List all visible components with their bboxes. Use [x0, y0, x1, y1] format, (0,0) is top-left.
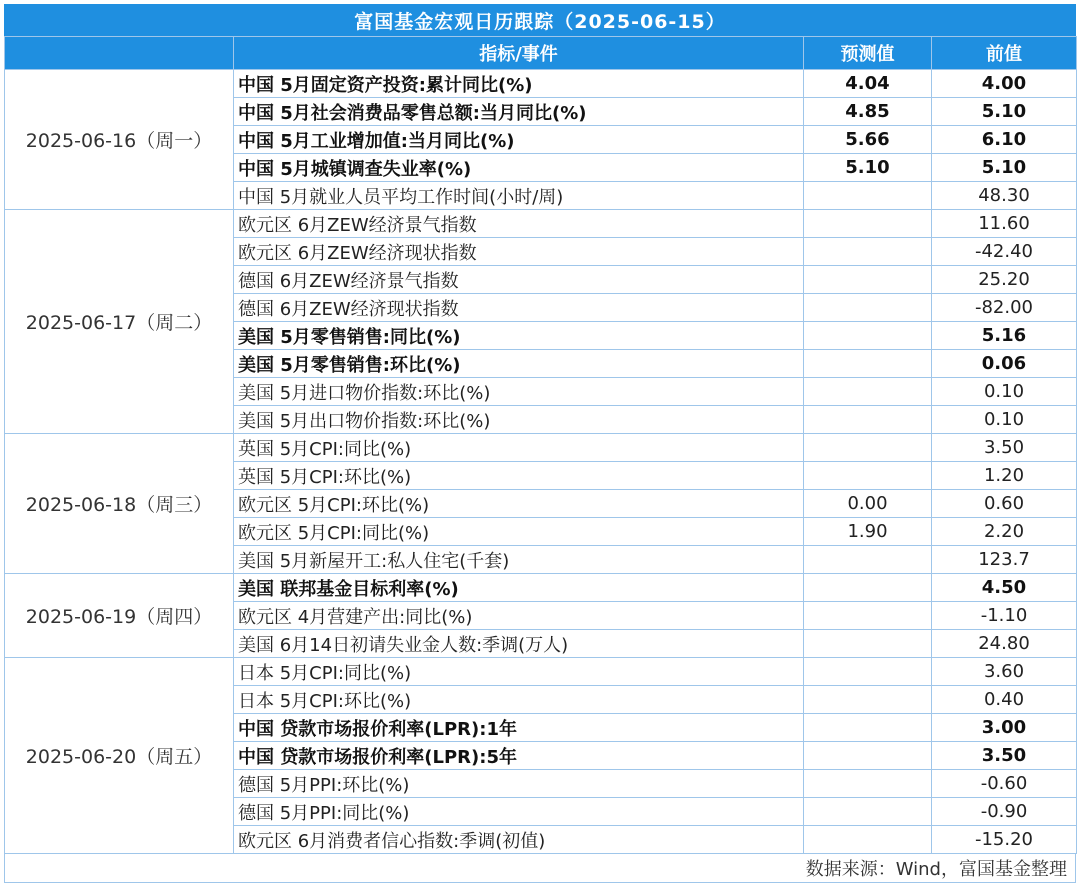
forecast-cell: [804, 630, 932, 658]
forecast-cell: [804, 350, 932, 378]
previous-cell: 0.40: [932, 686, 1077, 714]
forecast-cell: 0.00: [804, 490, 932, 518]
table-header: [5, 37, 1077, 70]
forecast-cell: 5.10: [804, 154, 932, 182]
date-cell: 2025-06-18（周三）: [5, 434, 234, 574]
previous-cell: 0.10: [932, 406, 1077, 434]
event-cell: 英国 5月CPI:同比(%): [234, 434, 804, 462]
event-cell: 欧元区 4月营建产出:同比(%): [234, 602, 804, 630]
previous-cell: 3.60: [932, 658, 1077, 686]
forecast-column-header: 预测值: [804, 37, 932, 70]
event-cell: 德国 5月PPI:同比(%): [234, 798, 804, 826]
previous-cell: 3.50: [932, 434, 1077, 462]
forecast-cell: 5.66: [804, 126, 932, 154]
forecast-cell: [804, 546, 932, 574]
event-cell: 德国 6月ZEW经济景气指数: [234, 266, 804, 294]
event-cell: 欧元区 6月ZEW经济现状指数: [234, 238, 804, 266]
forecast-cell: [804, 770, 932, 798]
table-row: [5, 434, 1077, 462]
event-column-header: 指标/事件: [234, 37, 804, 70]
event-cell: 中国 5月就业人员平均工作时间(小时/周): [234, 182, 804, 210]
forecast-cell: [804, 406, 932, 434]
forecast-cell: [804, 294, 932, 322]
previous-cell: 5.10: [932, 98, 1077, 126]
forecast-cell: [804, 434, 932, 462]
previous-cell: 0.10: [932, 378, 1077, 406]
forecast-cell: [804, 574, 932, 602]
event-cell: 欧元区 5月CPI:环比(%): [234, 490, 804, 518]
previous-cell: -15.20: [932, 826, 1077, 854]
calendar-container: [4, 4, 1076, 883]
previous-cell: 24.80: [932, 630, 1077, 658]
previous-cell: -0.60: [932, 770, 1077, 798]
event-cell: 欧元区 5月CPI:同比(%): [234, 518, 804, 546]
event-cell: 中国 5月固定资产投资:累计同比(%): [234, 70, 804, 98]
table-title: 富国基金宏观日历跟踪（2025-06-15）: [4, 4, 1076, 36]
table-body: [5, 70, 1077, 854]
event-cell: 中国 贷款市场报价利率(LPR):5年: [234, 742, 804, 770]
forecast-cell: [804, 658, 932, 686]
forecast-cell: [804, 798, 932, 826]
event-cell: 美国 5月零售销售:同比(%): [234, 322, 804, 350]
event-cell: 美国 5月新屋开工:私人住宅(千套): [234, 546, 804, 574]
previous-cell: -82.00: [932, 294, 1077, 322]
previous-cell: 48.30: [932, 182, 1077, 210]
forecast-cell: 4.85: [804, 98, 932, 126]
event-cell: 中国 5月工业增加值:当月同比(%): [234, 126, 804, 154]
event-cell: 美国 6月14日初请失业金人数:季调(万人): [234, 630, 804, 658]
forecast-cell: [804, 826, 932, 854]
forecast-cell: [804, 182, 932, 210]
event-cell: 日本 5月CPI:同比(%): [234, 658, 804, 686]
event-cell: 英国 5月CPI:环比(%): [234, 462, 804, 490]
event-cell: 中国 5月城镇调查失业率(%): [234, 154, 804, 182]
event-cell: 德国 5月PPI:环比(%): [234, 770, 804, 798]
previous-cell: 25.20: [932, 266, 1077, 294]
previous-cell: 5.16: [932, 322, 1077, 350]
event-cell: 欧元区 6月消费者信心指数:季调(初值): [234, 826, 804, 854]
previous-cell: 1.20: [932, 462, 1077, 490]
forecast-cell: [804, 266, 932, 294]
forecast-cell: [804, 686, 932, 714]
forecast-cell: [804, 602, 932, 630]
previous-cell: -42.40: [932, 238, 1077, 266]
previous-cell: 3.50: [932, 742, 1077, 770]
previous-cell: 2.20: [932, 518, 1077, 546]
forecast-cell: 1.90: [804, 518, 932, 546]
date-cell: 2025-06-16（周一）: [5, 70, 234, 210]
event-cell: 日本 5月CPI:环比(%): [234, 686, 804, 714]
previous-cell: 0.06: [932, 350, 1077, 378]
forecast-cell: 4.04: [804, 70, 932, 98]
previous-cell: 11.60: [932, 210, 1077, 238]
date-cell: 2025-06-17（周二）: [5, 210, 234, 434]
previous-cell: 4.00: [932, 70, 1077, 98]
date-column-header: [5, 37, 234, 70]
previous-cell: 123.7: [932, 546, 1077, 574]
previous-cell: 4.50: [932, 574, 1077, 602]
previous-cell: -1.10: [932, 602, 1077, 630]
event-cell: 美国 5月进口物价指数:环比(%): [234, 378, 804, 406]
previous-cell: 5.10: [932, 154, 1077, 182]
table-row: [5, 70, 1077, 98]
data-source-note: 数据来源：Wind，富国基金整理: [4, 854, 1076, 883]
forecast-cell: [804, 378, 932, 406]
event-cell: 欧元区 6月ZEW经济景气指数: [234, 210, 804, 238]
event-cell: 中国 贷款市场报价利率(LPR):1年: [234, 714, 804, 742]
forecast-cell: [804, 210, 932, 238]
previous-column-header: 前值: [932, 37, 1077, 70]
previous-cell: 6.10: [932, 126, 1077, 154]
forecast-cell: [804, 238, 932, 266]
table-row: [5, 574, 1077, 602]
previous-cell: -0.90: [932, 798, 1077, 826]
previous-cell: 3.00: [932, 714, 1077, 742]
event-cell: 中国 5月社会消费品零售总额:当月同比(%): [234, 98, 804, 126]
table-row: [5, 210, 1077, 238]
date-cell: 2025-06-20（周五）: [5, 658, 234, 854]
event-cell: 美国 5月出口物价指数:环比(%): [234, 406, 804, 434]
event-cell: 美国 5月零售销售:环比(%): [234, 350, 804, 378]
forecast-cell: [804, 322, 932, 350]
event-cell: 美国 联邦基金目标利率(%): [234, 574, 804, 602]
previous-cell: 0.60: [932, 490, 1077, 518]
forecast-cell: [804, 742, 932, 770]
table-row: [5, 658, 1077, 686]
macro-calendar-table: [4, 36, 1077, 854]
event-cell: 德国 6月ZEW经济现状指数: [234, 294, 804, 322]
forecast-cell: [804, 714, 932, 742]
date-cell: 2025-06-19（周四）: [5, 574, 234, 658]
forecast-cell: [804, 462, 932, 490]
